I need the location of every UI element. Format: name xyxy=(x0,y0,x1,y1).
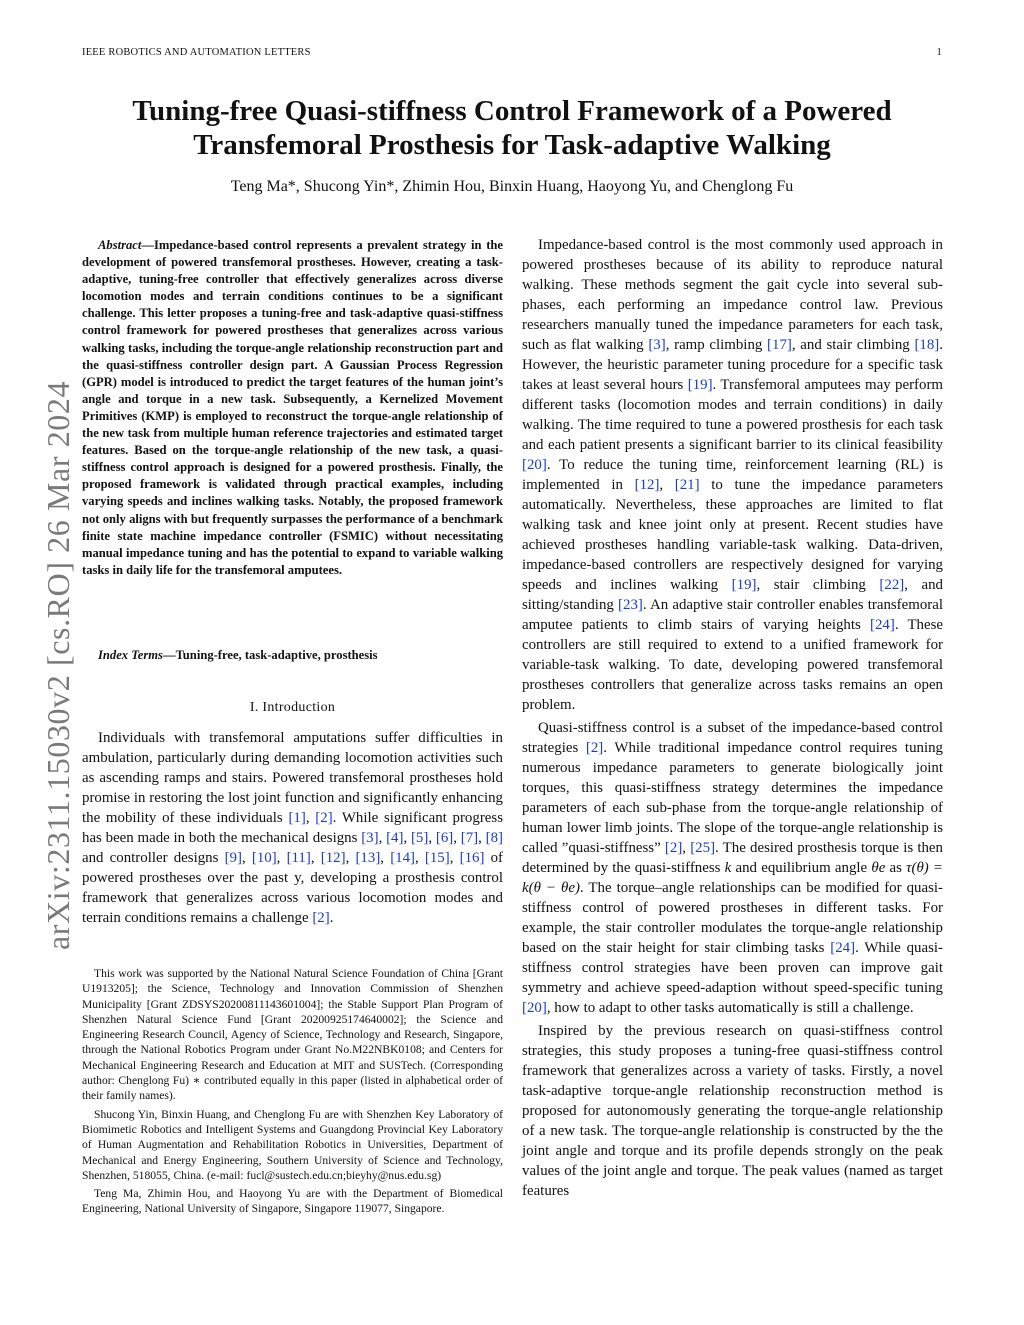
page-number: 1 xyxy=(936,47,942,58)
title-line-2: Transfemoral Prosthesis for Task-adaptive Walking xyxy=(193,129,831,161)
abstract-label: Abstract xyxy=(98,238,142,252)
citation-link[interactable]: [2] xyxy=(312,910,330,926)
citation-link[interactable]: [3] xyxy=(361,830,379,846)
paragraph: Individuals with transfemoral amputations suffer difficulties in ambulation, particularly during demanding locomotion activities such as ascending ramps and stairs. Powered transfemoral prostheses hold promise in restoring the lost joint function and significantly enhancing the mobility of these individuals [1], [2]. While significant progress has been made in both the mechanical designs [3], [4], [5], [6], [7], [8] and controller designs [9], [10], [11], [12], [13], [14], [15], [16] of powered prostheses over the past y, developing a prosthesis control framework that generalizes across various locomotion modes and terrain conditions remains a challenge [2]. xyxy=(82,730,504,926)
citation-link[interactable]: [19] xyxy=(687,377,713,393)
citation-link[interactable]: [24] xyxy=(870,617,895,633)
citation-link[interactable]: [3] xyxy=(648,337,666,353)
citation-link[interactable]: [2] xyxy=(585,740,604,756)
citation-link[interactable]: [18] xyxy=(914,337,940,353)
footnotes xyxy=(82,966,503,1217)
citation-link[interactable]: [12] xyxy=(634,477,660,493)
citation-link[interactable]: [20] xyxy=(522,1000,547,1016)
symbol-k: k xyxy=(724,860,732,876)
citation-link[interactable]: [8] xyxy=(485,830,504,846)
author-list: Teng Ma*, Shucong Yin*, Zhimin Hou, Binxin Huang, Haoyong Yu, and Chenglong Fu xyxy=(230,178,794,195)
journal-name: IEEE ROBOTICS AND AUTOMATION LETTERS xyxy=(82,47,311,58)
citation-link[interactable]: [13] xyxy=(355,850,381,866)
intro-right-column xyxy=(522,235,943,1201)
citation-link[interactable]: [12] xyxy=(320,850,346,866)
citation-link[interactable]: [10] xyxy=(251,850,277,866)
index-terms-label: Index Terms xyxy=(98,648,163,662)
paragraph: Impedance-based control is the most commonly used approach in powered prostheses because of its ability to reproduce natural walking. These methods segment the gait cycle into several sub-phases, each performing an impedance control law. Previous researchers manually tuned the impedance parameters for each task, such as flat walking [3], ramp climbing [17], and stair climbing [18]. However, the heuristic parameter tuning procedure for a specific task takes at least several hours [19]. Transfemoral amputees may perform different tasks (locomotion modes and terrain conditions) in daily walking. The time required to tune a powered prosthesis for each task and each patient presents a significant barrier to its clinical feasibility [20]. To reduce the tuning time, reinforcement learning (RL) is implemented in [12], [21] to tune the impedance parameters automatically. Nevertheless, these approaches are limited to flat walking task and knee joint only at present. Recent studies have achieved prostheses handling variable-task walking. Data-driven, impedance-based controllers are respectively designed for varying speeds and inclines walking [19], stair climbing [22], and sitting/standing [23]. An adaptive stair controller enables transfemoral amputee patients to climb stairs of varying heights [24]. These controllers are still required to extend to a unified framework for variable-task walking. To date, developing powered transfemoral prostheses controllers that generalize across tasks remains an open problem. xyxy=(522,237,943,713)
citation-link[interactable]: [23] xyxy=(618,597,643,613)
section-heading-introduction: I. Introduction xyxy=(249,700,336,715)
citation-link[interactable]: [5] xyxy=(410,830,429,846)
paper-title xyxy=(60,94,964,162)
citation-link[interactable]: [21] xyxy=(674,477,700,493)
running-header xyxy=(82,47,942,58)
title-line-1: Tuning-free Quasi-stiffness Control Framework of a Powered xyxy=(132,95,892,127)
citation-link[interactable]: [4] xyxy=(386,830,404,846)
citation-link[interactable]: [19] xyxy=(731,577,757,593)
symbol-theta-e: θe xyxy=(871,860,886,876)
abstract-text: —Impedance-based control represents a prevalent strategy in the development of powered transfemoral prostheses. However, creating a task-adaptive, tuning-free controller that effectively generalizes across diverse locomotion modes and terrain conditions continues to be a significant challenge. This letter proposes a tuning-free and task-adaptive quasi-stiffness control framework for powered prostheses that generalizes across various walking tasks, including the torque-angle relationship reconstruction part and the quasi-stiffness controller design part. A Gaussian Process Regression (GPR) model is introduced to predict the target features of the human joint’s angle and torque in a new task. Subsequently, a Kernelized Movement Primitives (KMP) is employed to reconstruct the torque-angle relationship of the new task from multiple human reference trajectories and estimated target features. Based on the torque-angle relationship of the new task, a quasi-stiffness control approach is designed for a powered prosthesis. Finally, the proposed framework is validated through practical examples, including varying speeds and inclines walking tasks. Notably, the proposed framework not only aligns with but frequently surpasses the performance of a benchmark finite state machine impedance controller (FSMIC) without necessitating manual impedance tuning and has the potential to expand to variable walking tasks in daily life for the transfemoral amputees. xyxy=(82,238,503,577)
citation-link[interactable]: [20] xyxy=(522,457,547,473)
citation-link[interactable]: [11] xyxy=(286,850,311,866)
arxiv-stamp[interactable]: arXiv:2311.15030v2 [cs.RO] 26 Mar 2024 xyxy=(40,380,76,950)
paragraph: Quasi-stiffness control is a subset of the impedance-based control strategies [2]. While traditional impedance control requires tuning numerous impedance parameters to generate biologically joint torques, this quasi-stiffness strategy determines the impedance parameters of each sub-phase from the torque-angle relationship of human lower limb joints. The slope of the torque-angle relationship is called ”quasi-stiffness” [2], [25]. The desired prosthesis torque is then determined by the quasi-stiffness k and equilibrium angle θe as τ(θ) = k(θ − θe). The torque–angle relationships can be modified for quasi-stiffness control of powered prostheses in different tasks. For example, the stair controller modulates the torque-angle relationship based on the stair height for stair climbing tasks [24]. While quasi-stiffness control strategies have been proven can improve gait symmetry and achieve speed-adaption without speed-specific tuning [20], how to adapt to other tasks automatically is still a challenge. xyxy=(522,720,943,1016)
abstract xyxy=(82,237,503,579)
citation-link[interactable]: [2] xyxy=(315,810,333,826)
citation-link[interactable]: [9] xyxy=(224,850,242,866)
footnote-affiliation-1: Shucong Yin, Binxin Huang, and Chenglong Fu are with Shenzhen Key Laboratory of Biomimetic Robotics and Intelligent Systems and Guangdong Provincial Key Laboratory of Human Augmentation and Rehabilitation Robotics in Universities, Department of Mechanical and Energy Engineering, Southern University of Science and Technology, Shenzhen, 518055, China. (e-mail: fucl@sustech.edu.cn;bieyhy@nus.edu.sg) xyxy=(82,1107,503,1182)
citation-link[interactable]: [2] xyxy=(664,840,683,856)
citation-link[interactable]: [17] xyxy=(767,337,792,353)
footnote-affiliation-2: Teng Ma, Zhimin Hou, and Haoyong Yu are with the Department of Biomedical Engineering, National University of Singapore, Singapore 119077, Singapore. xyxy=(82,1187,503,1216)
inline-equation: τ(θ) = k(θ − θe) xyxy=(522,860,943,896)
intro-left-column xyxy=(82,728,503,928)
citation-link[interactable]: [25] xyxy=(690,840,716,856)
citation-link[interactable]: [15] xyxy=(424,850,450,866)
citation-link[interactable]: [6] xyxy=(435,830,454,846)
index-terms xyxy=(82,647,503,664)
citation-link[interactable]: [14] xyxy=(390,850,415,866)
citation-link[interactable]: [16] xyxy=(459,850,485,866)
citation-link[interactable]: [1] xyxy=(288,810,306,826)
citation-link[interactable]: [22] xyxy=(879,577,905,593)
paragraph: Inspired by the previous research on quasi-stiffness control strategies, this study proposes a tuning-free quasi-stiffness control framework that generalizes across a variety of tasks. Firstly, a novel task-adaptive torque-angle relationship reconstruction method is proposed for autonomously generating the torque-angle relationship of a new task. The torque-angle relationship is constructed by the the joint angle and torque and its profile depends strongly on the peak values of the joint angle and torque. The peak values (named as target features xyxy=(522,1023,943,1199)
index-terms-text: —Tuning-free, task-adaptive, prosthesis xyxy=(162,648,378,662)
citation-link[interactable]: [24] xyxy=(830,940,856,956)
footnote-funding: This work was supported by the National Natural Science Foundation of China [Grant U1913205]; the Science, Technology and Innovation Commission of Shenzhen Municipality [Grant ZDSYS20200811143601004]; the Stable Support Plan Program of Shenzhen Natural Science Fund [Grant 20200925174640002]; the Science and Engineering Research Council, Agency of Science, Technology and Research, Singapore, through the National Robotics Program under Grant No.M22NBK0108; and Centers for Mechanical Engineering Research and Education at MIT and SUSTech. (Corresponding author: Chenglong Fu) ∗ contributed equally in this paper (listed in alphabetical order of their family names). xyxy=(82,967,503,1103)
citation-link[interactable]: [7] xyxy=(460,830,479,846)
